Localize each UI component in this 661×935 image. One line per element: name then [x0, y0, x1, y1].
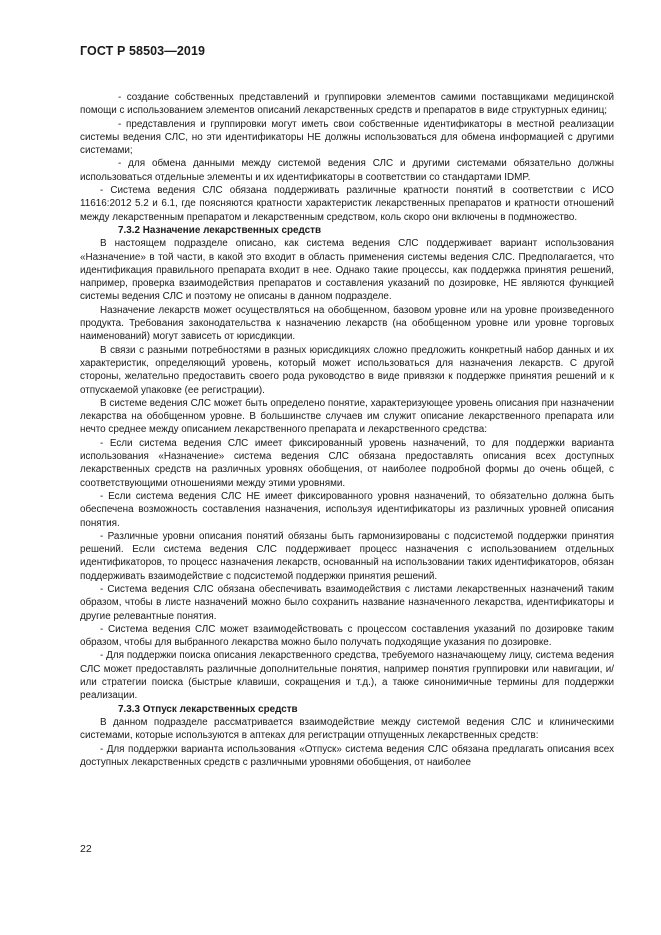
- paragraph: - Для поддержки варианта использования «Отпуск» система ведения СЛС обязана предлагать описания всех доступных лекарственных средств с различными уровнями обобщения, от наиболее: [80, 743, 614, 768]
- paragraph: - представления и группировки могут иметь свои собственные идентификаторы в местной реализации системы ведения СЛС, но эти идентификаторы НЕ должны использоваться для обмена информацией с другими системами;: [80, 118, 614, 157]
- paragraph: - Система ведения СЛС может взаимодействовать с процессом составления указаний по дозировке таким образом, чтобы для выбранного лекарства можно было получать подходящие указания по дозировке.: [80, 623, 614, 649]
- paragraph: - Система ведения СЛС обязана поддерживать различные кратности понятий в соответствии с ИСО 11616:2012 5.2 и 6.1, где поясняются кратности характеристик лекарственных препаратов и кратности отношений между лекарственным препаратом и лекарственным средством, коль скоро они включены в подмножество.: [80, 185, 614, 223]
- paragraph: В системе ведения СЛС может быть определено понятие, характеризующее уровень описания при назначении лекарства на обобщенном уровне. В большинстве случаев им служит описание лекарственного препарата или нечто среднее между описанием лекарственного препарата и лекарственного средства:: [80, 397, 614, 436]
- paragraph: В связи с разными потребностями в разных юрисдикциях сложно предложить конкретный набор данных и их характеристик, определяющий уровень, который может использоваться для назначения лекарств. С другой стороны, желательно предоставить своего рода руководство в виде привязки к поддержке принятия решений и к отпускаемой упаковке (ее регистрации).: [80, 344, 614, 396]
- paragraph: - Для поддержки поиска описания лекарственного средства, требуемого назначающему лицу, система ведения СЛС может предоставлять различные дополнительные понятия, например понятия группировки или навигации, и/или стратегии поиска (быстрые клавиши, сокращения и т.д.), а также синонимичные термины для поддержки реализации.: [80, 650, 614, 702]
- paragraph: - Различные уровни описания понятий обязаны быть гармонизированы с подсистемой поддержки принятия решений. Если система ведения СЛС поддерживает процесс назначения с использованием отдельных идентификаторов, то процесс назначения лекарств, основанный на использовании таких идентификаторов, обязан поддерживать взаимодействие с подсистемой поддержки принятия решений.: [80, 530, 614, 582]
- paragraph: - Если система ведения СЛС НЕ имеет фиксированного уровня назначений, то обязательно должна быть обеспечена возможность составления назначения, используя идентификаторы из различных уровней описания понятия.: [80, 490, 614, 529]
- paragraph: - Система ведения СЛС обязана обеспечивать взаимодействия с листами лекарственных назначений таким образом, чтобы в листе назначений можно было сохранить название назначенного лекарства, идентификаторы и другие релевантные понятия.: [80, 583, 614, 622]
- paragraph: В настоящем подразделе описано, как система ведения СЛС поддерживает вариант использования «Назначение» в той части, в какой это входит в область применения системы ведения СЛС. Предполагается, что идентификация правильного препарата входит в нее. Однако такие процессы, как поддержка принятия решений, например, проверка взаимодействия препаратов и составления указаний по дозировке, НЕ являются функцией системы ведения СЛС и поэтому не описаны в данном подразделе.: [80, 238, 614, 303]
- paragraph: Назначение лекарств может осуществляться на обобщенном, базовом уровне или на уровне произведенного продукта. Требования законодательства к назначению лекарств (на обобщенном уровне или уровне торговых наименований) могут зависеть от юрисдикции.: [80, 304, 614, 343]
- paragraph: - для обмена данными между системой ведения СЛС и другими системами обязательно должны использоваться отдельные элементы и их идентификаторы в соответствии со стандартами IDMP.: [80, 158, 614, 183]
- page-body: [80, 91, 614, 769]
- paragraph: - создание собственных представлений и группировки элементов самими поставщиками медицинской помощи с использованием элементов описаний лекарственных средств и препаратов в виде структурных единиц;: [80, 92, 614, 117]
- section-heading-7-3-3: 7.3.3 Отпуск лекарственных средств: [118, 703, 298, 715]
- paragraph: - Если система ведения СЛС имеет фиксированный уровень назначений, то для поддержки варианта использования «Назначение» система ведения СЛС обязана предоставлять описания всех доступных лекарственных средств на различных уровнях обобщения, от наиболее подробной формы до очень общей, с соответствующими отношениями между этими уровнями.: [80, 437, 614, 489]
- section-heading-7-3-2: 7.3.2 Назначение лекарственных средств: [118, 224, 322, 236]
- document-header: ГОСТ Р 58503—2019: [80, 44, 206, 58]
- page-number: 22: [80, 843, 92, 855]
- paragraph: В данном подразделе рассматривается взаимодействие между системой ведения СЛС и клиническими системами, которые используются в аптеках для регистрации отпущенных лекарственных средств:: [80, 716, 614, 742]
